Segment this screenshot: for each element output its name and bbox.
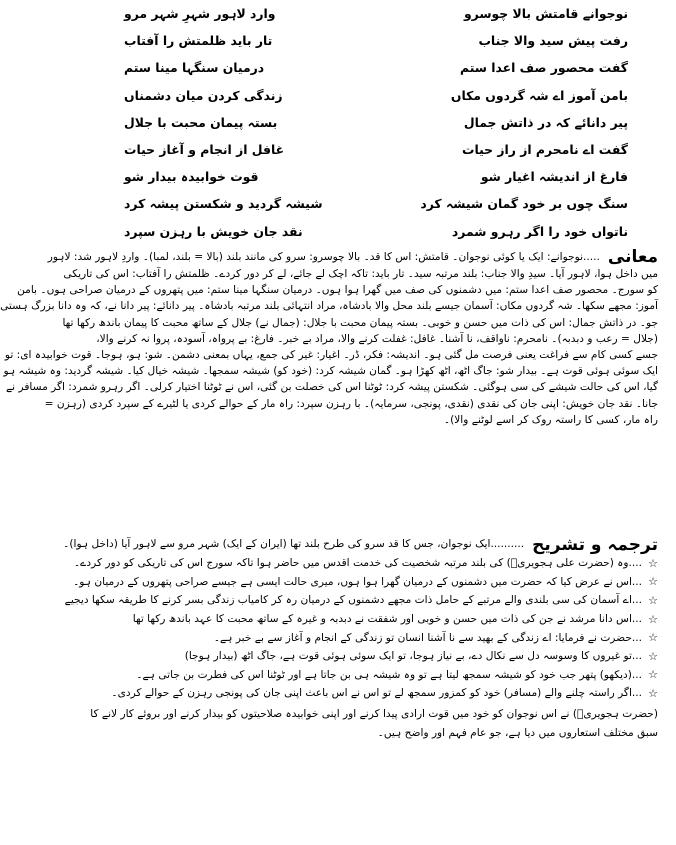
translation-item [94, 610, 658, 629]
translation-item-text: ....وہ (حضرت علی ہجویریؒ) کی بلند مرتبہ شخصیت کی خدمت اقدس میں حاضر ہوا تاکہ سورج اس کی تاریکی کو دور کردے۔ [73, 557, 642, 570]
misra-first: گفت اے نامحرم از راز حیات [462, 142, 628, 157]
couplet [124, 60, 628, 76]
misra-first: پیر دانائے کہ در ذاتش جمال [463, 114, 628, 130]
misra-second: شیشہ گردید و شکستن پیشہ کرد [124, 196, 323, 212]
misra-first: نوجوانے قامتش بالا چوسرو [463, 6, 628, 21]
misra-second: قوت خوابیدہ بیدار شو [124, 169, 259, 185]
glossary-line: .....نوجوانے: ایک یا کوئی نوجوان۔ قامتش: اس کا قد۔ بالا چوسرو: سرو کی مانند بلند (بالا = بلند، لمبا)۔ واردِ لاہور شد: لاہور [47, 251, 600, 263]
misra-second: نقد جان خویش با رہزن سپرد [124, 223, 303, 239]
translation-head-row [63, 534, 658, 555]
translation-item-text: ...اس نے عرض کیا کہ حضرت میں دشمنوں کے درمیان گھرا ہوا ہوں، میری حالت ایسی ہے جیسے صراحی پتھروں کے درمیان ہو۔ [73, 575, 642, 588]
translation-item-text: ...اے آسمان کی سی بلندی والے مرتبے کے حامل ذات مجھے دشمنوں کے درمیان رہ کر کامیاب زندگی بسر کرنے کا طریقہ سکھا دیجیے [64, 594, 642, 607]
glossary-line: ایک سوئی ہوئی قوت ہے۔ بیدار شو: جاگ اٹھ، اٹھ کھڑا ہو۔ گمان شیشہ کرد: (خود کو) شیشہ سمجھا۔ شیشہ خیال کیا۔ شیشہ گردید: وہ شیشہ ہو [3, 365, 658, 378]
misra-second: غافل از انجام و آغاز حیات [124, 142, 285, 157]
glossary-line: (جلال = رعب و دبدبہ)۔ نامحرم: ناواقف، نا آشنا۔ غافل: غفلت کرنے والا، مراد بے خبر۔ فارغ: بے پرواہ، آسودہ، پروا نہ کرنے والا، [96, 332, 658, 345]
misra-second: وارد لاہور شہرِ شہر مرو [124, 6, 276, 21]
misra-first: سنگ چوں بر خود گمان شیشہ کرد [420, 196, 628, 212]
translation-item [94, 647, 658, 666]
translation-item [94, 666, 658, 685]
misra-first: فارغ از اندیشہ اغیار شو [480, 169, 628, 185]
translation-items [64, 554, 658, 703]
star-icon: ☆ [648, 593, 658, 607]
translation-item-text: ...اگر راستہ چلنے والے (مسافر) خود کو کمزور سمجھ لے تو اس نے اس باعث اپنی جان کی پونجی رہزن کے حوالے کردی۔ [111, 687, 642, 700]
misra-second: درمیان سنگہا مینا ستم [124, 60, 265, 76]
misra-second: تار باید ظلمتش را آفتاب [124, 33, 273, 49]
misra-first: گفت محصور صف اعدا ستم [459, 60, 628, 76]
couplet [124, 88, 628, 104]
closing-line: (حضرت ہجویریؒ) نے اس نوجوان کو خود میں قوت ارادی پیدا کرنے اور اپنی خوابیدہ صلاحیتوں کو بیدار کرنے اور بروئے کار لانے کا [90, 707, 658, 720]
couplet [124, 224, 628, 240]
glossary-first-line [47, 247, 658, 267]
couplet [124, 6, 628, 22]
misra-first: ناتواں خود را اگر رہرو شمرد [451, 223, 628, 239]
translation-item [64, 591, 658, 610]
star-icon: ☆ [648, 686, 658, 700]
misra-first: بامن آموز اے شہ گردوں مکاں [450, 87, 628, 103]
translation-item [94, 628, 658, 647]
glossary-line: کو سورج۔ محصور صف اعدا ستم: میں دشمنوں کی صف میں گھرا ہوا ہوں۔ درمیان سنگہا مینا ستم: میں پتھروں کے درمیان صراحی ہوں۔ بامن [17, 284, 658, 297]
glossary-line: گیا، اس کی حالت شیشے کی سی ہوگئی۔ شکستن پیشہ کرد: ٹوٹنا اس کی خصلت بن گئی، اس نے ٹوٹنا اختیار کرلی۔ اگر رہرو شمرد: اگر مسافر نے [5, 381, 658, 394]
couplet [124, 169, 628, 185]
translation-closing [90, 705, 658, 743]
glossary-section [0, 247, 658, 428]
poem [124, 6, 628, 252]
translation-item [73, 554, 658, 573]
glossary-heading: معانی [607, 247, 658, 267]
star-icon: ☆ [648, 631, 658, 645]
translation-heading: ترجمہ و تشریح [532, 534, 658, 555]
translation-intro: ..........ایک نوجوان، جس کا قد سرو کی طرح بلند تھا (ایران کے ایک) شہر مرو سے لاہور آیا (داخل ہوا)۔ [63, 538, 525, 550]
translation-item-text: ...اس دانا مرشد نے جن کی ذات میں حسن و خوبی اور شفقت نے دبدبہ و غیرہ کے ساتھ محبت کا عہد باندھ رکھا تھا [132, 613, 642, 626]
translation-section [63, 534, 658, 743]
couplet [124, 142, 628, 158]
star-icon: ☆ [648, 612, 658, 626]
glossary-line: راہ مار، کسی کا راستہ روک کر اسے لوٹنے والا)۔ [443, 413, 658, 426]
glossary-line: آموز: مجھے سکھا۔ شہ گردوں مکاں: آسمان جیسے بلند محل والا بادشاہ، مراد انتہائی بلند مرتبہ بادشاہ۔ پیر دانائے: پیر دانا نے، کہ وہ دانا بزرگ ہستی [0, 300, 658, 313]
glossary-line: جانا۔ نقد جان خویش: اپنی جان کی نقدی (نقدی، پونجی، سرمایہ)۔ با رہزن سپرد: راہ مار کے حوالے کردی یا لٹیرے کے سپرد کردی (رہزن = [44, 397, 658, 410]
glossary-line: میں داخل ہوا، لاہور آیا۔ سیدِ والا جناب: بلند مرتبہ سید۔ تار باید: تاکہ اچک لے جائے، لے کر دور کردے۔ ظلمتش را آفتاب: اس کی تاریکی [63, 268, 658, 280]
couplet [124, 196, 628, 212]
glossary-body [0, 266, 658, 428]
misra-second: زندگی کردن میان دشمناں [124, 87, 283, 103]
star-icon: ☆ [648, 556, 658, 570]
misra-second: بستہ پیمان محبت با جلال [124, 114, 278, 130]
couplet [124, 33, 628, 49]
star-icon: ☆ [648, 668, 658, 682]
translation-item-text: ...حضرت نے فرمایا: اے زندگی کے بھید سے نا آشنا انسان تو زندگی کے انجام و آغاز سے بے خبر ہے۔ [213, 631, 642, 644]
misra-first: رفت پیش سید والا جناب [478, 33, 628, 49]
translation-item-text: ...(دیکھو) پتھر جب خود کو شیشہ سمجھ لیتا ہے تو وہ شیشہ ہی بن جاتا ہے اور ٹوٹنا اس کی فطرت بن جاتی ہے۔ [136, 668, 642, 681]
couplet [124, 115, 628, 131]
translation-item [94, 684, 658, 703]
closing-line: سبق مختلف استعاروں میں دیا ہے، جو عام فہم اور واضح ہیں۔ [377, 726, 658, 739]
translation-item [73, 573, 658, 592]
glossary-line: جو۔ در ذاتش جمال: اس کی ذات میں حسن و خوبی۔ بستہ پیمان محبت با جلال: (جمال نے) جلال کے ساتھ محبت کا پیمان باندھ رکھا تھا [62, 316, 658, 329]
star-icon: ☆ [648, 649, 658, 663]
translation-item-text: ...تو غیروں کا وسوسہ دل سے نکال دے، بے نیاز ہوجا، تو ایک سوئی ہوئی قوت ہے، جاگ اٹھ (بیدار ہوجا) [184, 650, 642, 663]
star-icon: ☆ [648, 575, 658, 589]
glossary-line: جسے کسی کام سے فراغت یعنی فرصت مل گئی ہو۔ اندیشہ: فکر، ڈر۔ اغیار: غیر کی جمع، یہاں بمعنی دشمن۔ شو: ہو، ہوجا۔ قوت خوابیدہ ای: تو [4, 348, 658, 361]
